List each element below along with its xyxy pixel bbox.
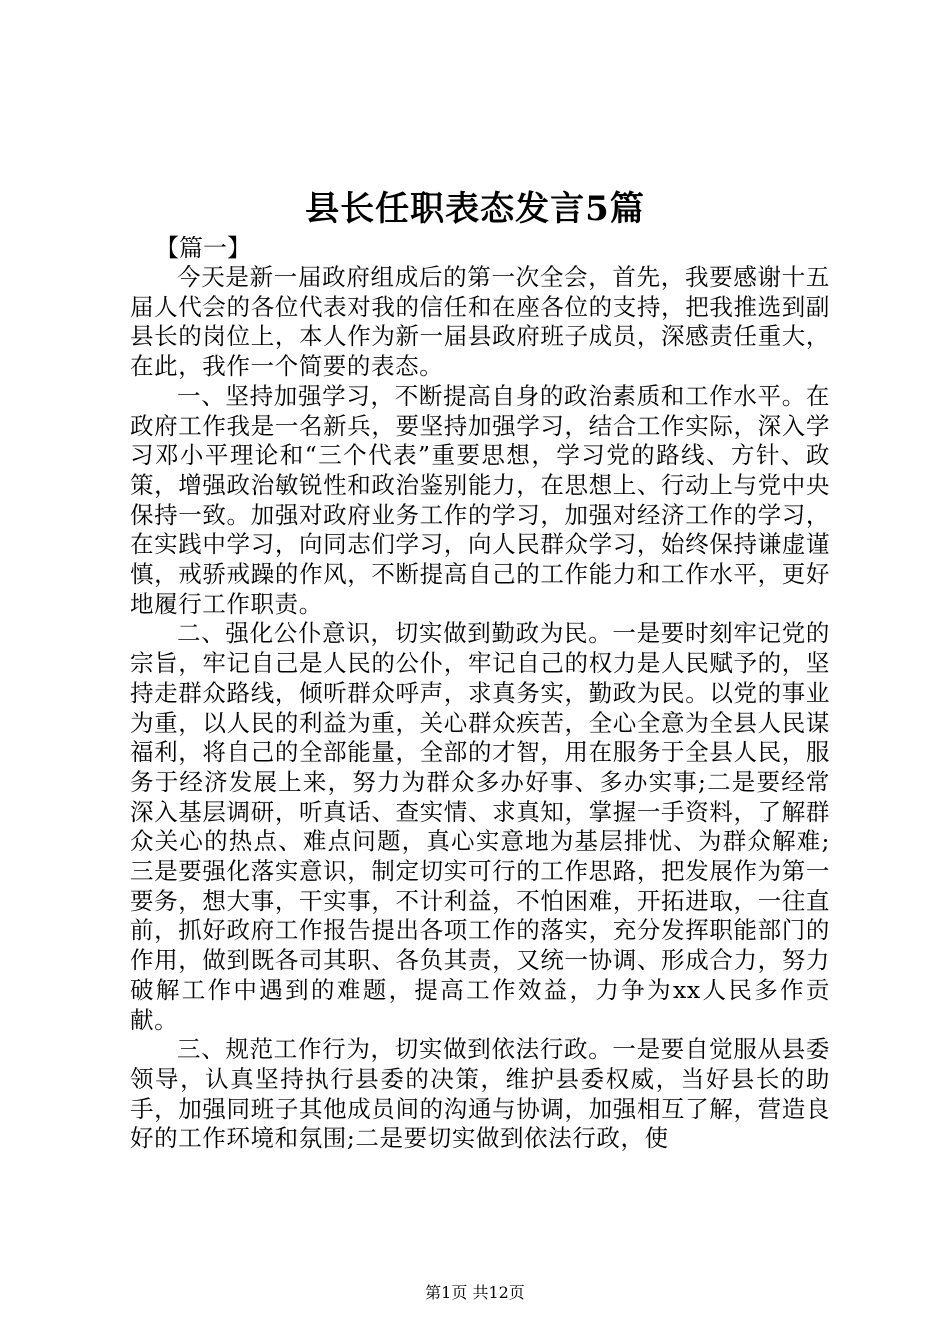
paragraph: 三、规范工作行为，切实做到依法行政。一是要自觉服从县委领导，认真坚持执行县委的决策，维护县委权威，当好县长的助手，加强同班子其他成员间的沟通与协调，加强相互了解，营造良好的工作环境和氛围;二是要切实做到依法行政，使 [130,1035,830,1153]
page-footer: 第1页 共12页 [425,1283,525,1302]
document-title: 县长任职表态发言5篇 [305,189,645,229]
section-heading: 【篇一】 [155,234,251,262]
document-body [130,263,830,1154]
paragraph: 今天是新一届政府组成后的第一次全会，首先，我要感谢十五届人代会的各位代表对我的信任和在座各位的支持，把我推选到副县长的岗位上，本人作为新一届县政府班子成员，深感责任重大，在此，我作一个简要的表态。 [130,263,830,381]
paragraph: 二、强化公仆意识，切实做到勤政为民。一是要时刻牢记党的宗旨，牢记自己是人民的公仆，牢记自己的权力是人民赋予的，坚持走群众路线，倾听群众呼声，求真务实，勤政为民。以党的事业为重，以人民的利益为重，关心群众疾苦，全心全意为全县人民谋福利，将自己的全部能量，全部的才智，用在服务于全县人民，服务于经济发展上来，努力为群众多办好事、多办实事;二是要经常深入基层调研，听真话、查实情、求真知，掌握一手资料，了解群众关心的热点、难点问题，真心实意地为基层排忧、为群众解难;三是要强化落实意识，制定切实可行的工作思路，把发展作为第一要务，想大事，干实事，不计利益，不怕困难，开拓进取，一往直前，抓好政府工作报告提出各项工作的落实，充分发挥职能部门的作用，做到既各司其职、各负其责，又统一协调、形成合力，努力破解工作中遇到的难题，提高工作效益，力争为xx人民多作贡献。 [130,619,830,1034]
paragraph: 一、坚持加强学习，不断提高自身的政治素质和工作水平。在政府工作我是一名新兵，要坚持加强学习，结合工作实际，深入学习邓小平理论和“三个代表”重要思想，学习党的路线、方针、政策，增强政治敏锐性和政治鉴别能力，在思想上、行动上与党中央保持一致。加强对政府业务工作的学习，加强对经济工作的学习，在实践中学习，向同志们学习，向人民群众学习，始终保持谦虚谨慎，戒骄戒躁的作风，不断提高自己的工作能力和工作水平，更好地履行工作职责。 [130,381,830,618]
